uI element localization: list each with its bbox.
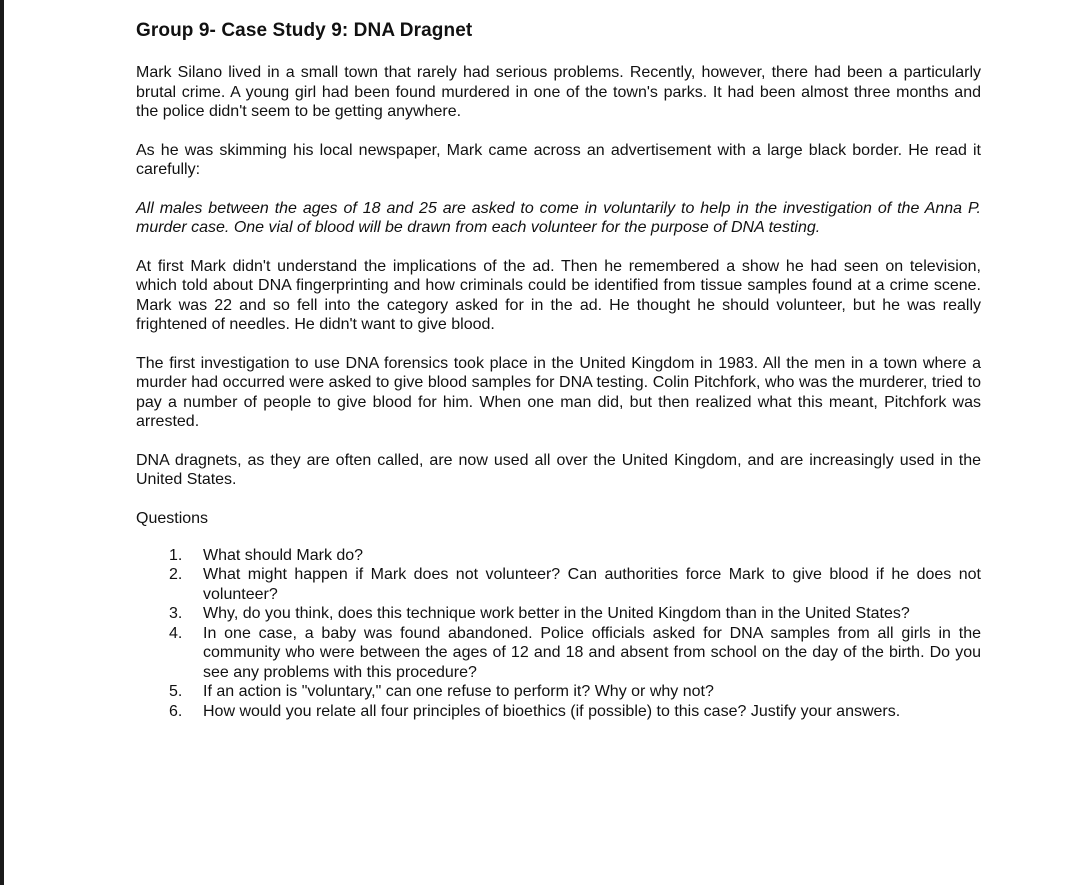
question-number: 1. bbox=[169, 546, 183, 564]
question-text: What should Mark do? bbox=[203, 546, 364, 564]
question-text: What might happen if Mark does not volunteer? Can authorities force Mark to give blood if he does not volunteer? bbox=[203, 566, 981, 603]
question-item bbox=[136, 565, 981, 604]
question-number: 6. bbox=[169, 702, 183, 720]
paragraph-advertisement: All males between the ages of 18 and 25 are asked to come in voluntarily to help in the investigation of the Anna P. murder case. One vial of blood will be drawn from each volunteer for the purpose of DNA testing. bbox=[136, 199, 981, 236]
questions-list bbox=[136, 546, 981, 722]
question-item bbox=[136, 604, 981, 624]
paragraph-newspaper: As he was skimming his local newspaper, Mark came across an advertisement with a large black border. He read it carefully: bbox=[136, 141, 981, 178]
question-number: 5. bbox=[169, 683, 183, 700]
question-text: Why, do you think, does this technique work better in the United Kingdom than in the United States? bbox=[203, 605, 910, 622]
questions-heading: Questions bbox=[136, 509, 209, 527]
question-text: If an action is "voluntary," can one refuse to perform it? Why or why not? bbox=[203, 683, 714, 700]
question-number: 4. bbox=[169, 624, 183, 642]
left-edge-border bbox=[0, 0, 4, 885]
question-number: 3. bbox=[169, 605, 183, 622]
paragraph-implications: At first Mark didn't understand the implications of the ad. Then he remembered a show he had seen on television, which told about DNA fingerprinting and how criminals could be identified from tissue samples found at a crime scene. Mark was 22 and so fell into the category asked for in the ad. He thought he should volunteer, but he was really frightened of needles. He didn't want to give blood. bbox=[136, 257, 981, 333]
question-item bbox=[136, 682, 981, 702]
document-title: Group 9- Case Study 9: DNA Dragnet bbox=[136, 20, 473, 41]
question-text: How would you relate all four principles of bioethics (if possible) to this case? Justify your answers. bbox=[203, 702, 901, 720]
question-item bbox=[136, 546, 981, 566]
paragraph-intro: Mark Silano lived in a small town that rarely had serious problems. Recently, however, there had been a particularly brutal crime. A young girl had been found murdered in one of the town's parks. It had been almost three months and the police didn't seem to be getting anywhere. bbox=[136, 64, 981, 120]
paragraph-dragnets: DNA dragnets, as they are often called, are now used all over the United Kingdom, and are increasingly used in the United States. bbox=[136, 451, 981, 488]
question-item bbox=[136, 624, 981, 683]
document-page bbox=[136, 18, 981, 721]
question-item bbox=[136, 702, 981, 722]
paragraph-history: The first investigation to use DNA forensics took place in the United Kingdom in 1983. All the men in a town where a murder had occurred were asked to give blood samples for DNA testing. Colin Pitchfork, who was the murderer, tried to pay a number of people to give blood for him. When one man did, but then realized what this meant, Pitchfork was arrested. bbox=[136, 354, 981, 430]
question-number: 2. bbox=[169, 566, 183, 583]
question-text: In one case, a baby was found abandoned. Police officials asked for DNA samples from all girls in the community who were between the ages of 12 and 18 and absent from school on the day of the birth. Do you see any problems with this procedure? bbox=[203, 624, 981, 681]
